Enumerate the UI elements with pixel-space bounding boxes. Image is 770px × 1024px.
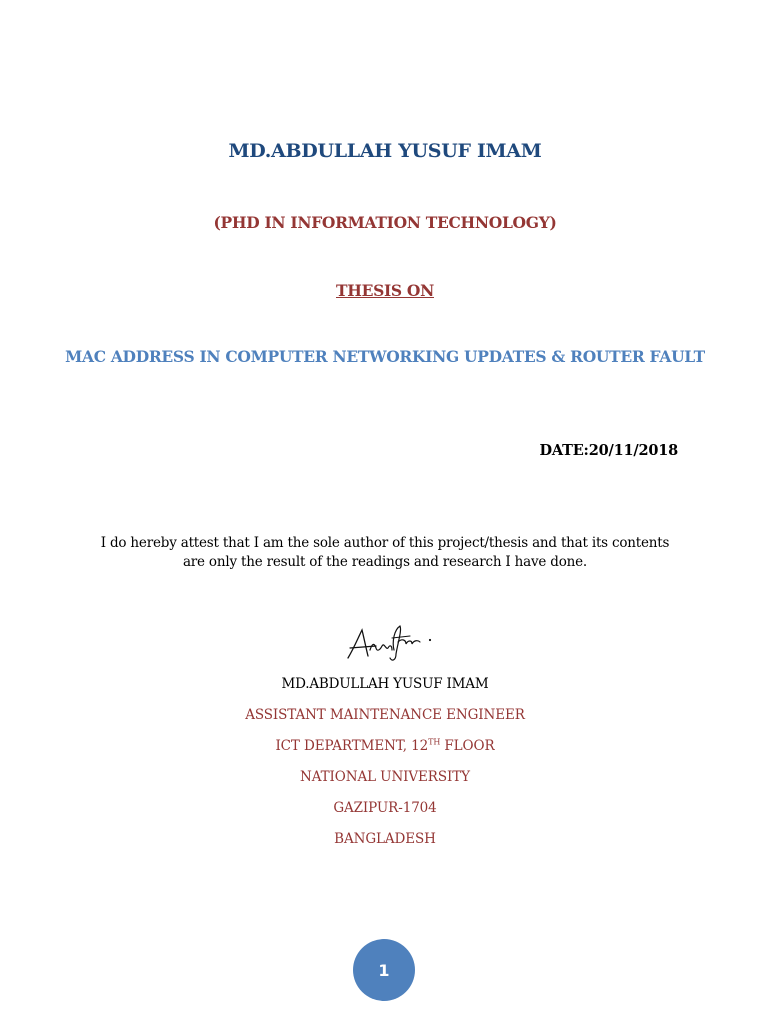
author-title: MD.ABDULLAH YUSUF IMAM xyxy=(228,140,542,162)
degree-subtitle: (PHD IN INFORMATION TECHNOLOGY) xyxy=(213,213,557,232)
author-name: MD.ABDULLAH YUSUF IMAM xyxy=(281,676,489,692)
page-number-badge: 1 xyxy=(353,939,415,1001)
author-position: ASSISTANT MAINTENANCE ENGINEER xyxy=(245,707,525,723)
signature-image xyxy=(340,620,440,666)
department-suffix: FLOOR xyxy=(440,738,495,754)
author-city: GAZIPUR-1704 xyxy=(333,800,437,816)
author-department xyxy=(0,738,770,754)
attestation-paragraph: I do hereby attest that I am the sole author of this project/thesis and that its contents are only the result of the readings and research I have done. xyxy=(100,535,670,570)
thesis-title: MAC ADDRESS IN COMPUTER NETWORKING UPDATES & ROUTER FAULT xyxy=(65,347,705,366)
department-prefix: ICT DEPARTMENT, 12 xyxy=(275,738,429,754)
department-ordinal-suffix: TH xyxy=(428,737,441,747)
thesis-on-heading: THESIS ON xyxy=(336,281,434,300)
author-country: BANGLADESH xyxy=(334,831,436,847)
date-label: DATE:20/11/2018 xyxy=(539,442,678,459)
author-institution: NATIONAL UNIVERSITY xyxy=(300,769,470,785)
